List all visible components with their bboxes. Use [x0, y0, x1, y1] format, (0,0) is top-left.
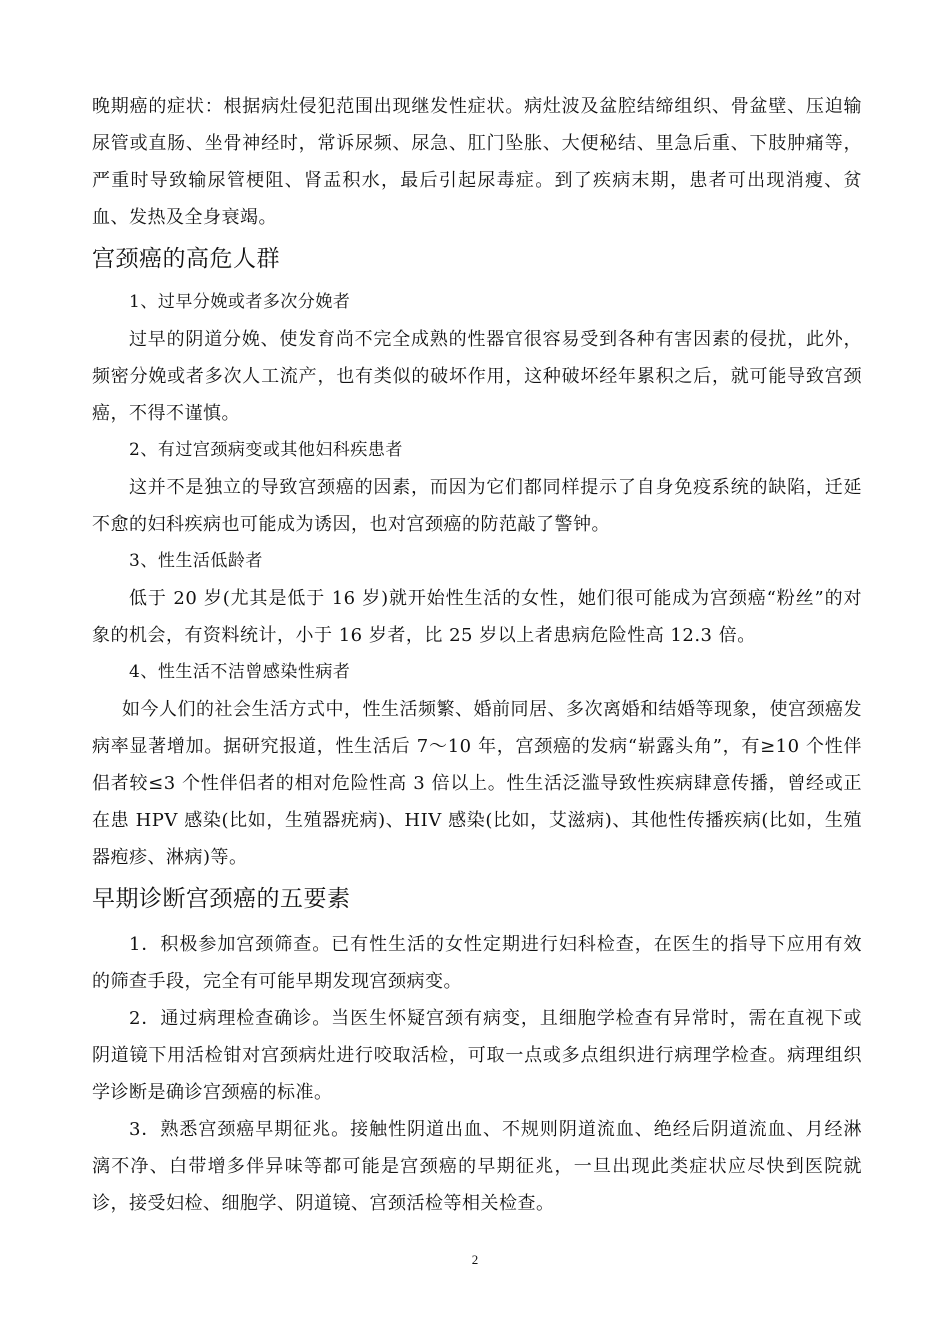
early-diagnosis-item-3: 3．熟悉宫颈癌早期征兆。接触性阴道出血、不规则阴道流血、绝经后阴道流血、月经淋漓不净、白带增多伴异味等都可能是宫颈癌的早期征兆，一旦出现此类症状应尽快到医院就诊，接受妇检、细胞学、阴道镜、宫颈活检等相关检查。 [92, 1119, 862, 1214]
high-risk-heading: 宫颈癌的高危人群 [92, 246, 280, 272]
early-diagnosis-item-2: 2．通过病理检查确诊。当医生怀疑宫颈有病变，且细胞学检查有异常时，需在直视下或阴道镜下用活检钳对宫颈病灶进行咬取活检，可取一点或多点组织进行病理学检查。病理组织学诊断是确诊宫颈癌的标准。 [92, 1008, 862, 1103]
early-diagnosis-heading: 早期诊断宫颈癌的五要素 [92, 886, 351, 912]
high-risk-item-3-heading: 3、性生活低龄者 [129, 551, 263, 571]
high-risk-item-1-heading: 1、过早分娩或者多次分娩者 [129, 292, 351, 312]
page-number: 2 [471, 1252, 479, 1267]
high-risk-item-4-heading: 4、性生活不洁曾感染性病者 [129, 662, 351, 682]
high-risk-item-4-text: 如今人们的社会生活方式中，性生活频繁、婚前同居、多次离婚和结婚等现象，使宫颈癌发病率显著增加。据研究报道，性生活后 7～10 年，宫颈癌的发病“崭露头角”，有≥10 个性伴侣者较≤3 个性伴侣者的相对危险性高 3 倍以上。性生活泛滥导致性疾病肆意传播，曾经或正在患 HPV 感染(比如，生殖器疣病)、HIV 感染(比如，艾滋病)、其他性传播疾病(比如，生殖器疱疹、淋病)等。 [92, 699, 862, 868]
high-risk-item-3-text: 低于 20 岁(尤其是低于 16 岁)就开始性生活的女性，她们很可能成为宫颈癌“粉丝”的对象的机会，有资料统计，小于 16 岁者，比 25 岁以上者患病危险性高 12.3 倍。 [92, 588, 862, 646]
high-risk-item-2-text: 这并不是独立的导致宫颈癌的因素，而因为它们都同样提示了自身免疫系统的缺陷，迁延不愈的妇科疾病也可能成为诱因，也对宫颈癌的防范敲了警钟。 [92, 477, 862, 535]
high-risk-item-2-heading: 2、有过宫颈病变或其他妇科疾患者 [129, 440, 403, 460]
high-risk-item-1-text: 过早的阴道分娩、使发育尚不完全成熟的性器官很容易受到各种有害因素的侵扰，此外，频密分娩或者多次人工流产，也有类似的破坏作用，这种破坏经年累积之后，就可能导致宫颈癌，不得不谨慎。 [92, 329, 862, 424]
early-diagnosis-item-1: 1．积极参加宫颈筛查。已有性生活的女性定期进行妇科检查，在医生的指导下应用有效的筛查手段，完全有可能早期发现宫颈病变。 [92, 934, 862, 992]
late-symptoms-paragraph: 晚期癌的症状：根据病灶侵犯范围出现继发性症状。病灶波及盆腔结缔组织、骨盆壁、压迫输尿管或直肠、坐骨神经时，常诉尿频、尿急、肛门坠胀、大便秘结、里急后重、下肢肿痛等，严重时导致输尿管梗阻、肾盂积水，最后引起尿毒症。到了疾病末期，患者可出现消瘦、贫血、发热及全身衰竭。 [92, 96, 862, 228]
page-content [92, 88, 862, 1222]
